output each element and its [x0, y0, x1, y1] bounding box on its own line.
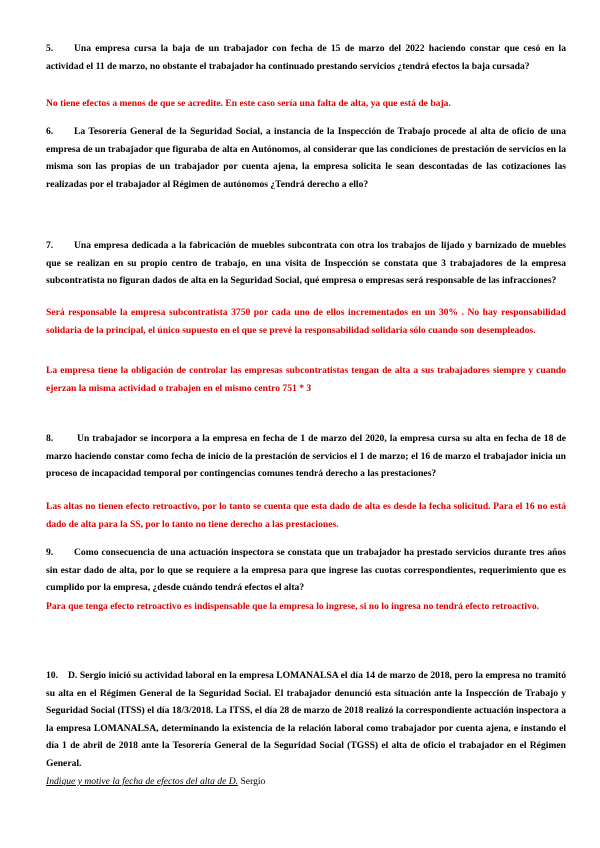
question-number: 6.	[46, 126, 54, 137]
question-text: Una empresa dedicada a la fabricación de muebles subcontrata con otra los trabajos de lijado y barnizado de muebles que se realizan en su propio centro de trabajo, en una visita de Inspección se constata que 3 trabajadores de la empresa subcontratista no figuran dados de alta en la Seguridad Social, qué empresa o empresas será responsable de las infracciones?	[46, 240, 566, 287]
question-number: 5.	[46, 43, 54, 54]
question-text: D. Sergio inició su actividad laboral en la empresa LOMANALSA el día 14 de marzo de 2018, pero la empresa no tramitó su alta en el Régimen General de la Seguridad Social. El trabajador denunció esta situación ante la Inspección de Trabajo y Seguridad Social (ITSS) el día 18/3/2018. La ITSS, el día 28 de marzo de 2018 realizó la correspondiente actuación inspectora a la empresa LOMANALSA, determinando la existencia de la relación laboral como trabajador por cuenta ajena, e instando el día 1 de abril de 2018 ante la Tesorería General de la Seguridad Social (TGSS) el alta de oficio el trabajador en el Régimen General.	[46, 670, 566, 769]
answer-9: Para que tenga efecto retroactivo es indispensable que la empresa lo ingrese, si no lo ingresa no tendrá efecto retroactivo.	[46, 601, 540, 612]
question-text: Un trabajador se incorpora a la empresa en fecha de 1 de marzo del 2020, la empresa cursa su alta en fecha de 18 de marzo haciendo constar como fecha de inicio de la prestación de servicios el 1 de marzo; el 16 de marzo el trabajador inicia un proceso de incapacidad temporal por contingencias comunes tendrá derecho a las prestaciones?	[46, 433, 566, 480]
answer-8: Las altas no tienen efecto retroactivo, por lo tanto se cuenta que esta dado de alta es desde la fecha solicitud. Para el 16 no está dado de alta para la SS, por lo tanto no tiene derecho a las prestaciones.	[46, 501, 566, 530]
question-instruction: Indique y motive la fecha de efectos del alta de D.	[46, 775, 239, 787]
answer-5: No tiene efectos a menos de que se acredite. En este caso sería una falta de alta, ya que está de baja.	[46, 98, 451, 109]
question-number: 8.	[46, 433, 54, 444]
question-instruction-tail: Sergio	[238, 775, 266, 787]
question-9	[46, 544, 566, 597]
question-5	[46, 40, 566, 75]
question-text: Una empresa cursa la baja de un trabajador con fecha de 15 de marzo del 2022 haciendo constar que cesó en la actividad el 11 de marzo, no obstante el trabajador ha continuado prestando servicios ¿tendrá efectos la baja cursada?	[46, 43, 566, 72]
question-text: La Tesorería General de la Seguridad Social, a instancia de la Inspección de Trabajo procede al alta de oficio de una empresa de un trabajador que figuraba de alta en Autónomos, al considerar que las condiciones de prestación de servicios en la misma son las propias de un trabajador por cuenta ajena, la empresa solicita le sean descontadas de las cotizaciones las realizadas por el trabajador al Régimen de autónomos ¿Tendrá derecho a ello?	[46, 126, 566, 190]
question-6	[46, 123, 566, 193]
question-number: 10.	[46, 670, 58, 681]
question-text: Como consecuencia de una actuación inspectora se constata que un trabajador ha prestado servicios durante tres años sin estar dado de alta, por lo que se requiere a la empresa para que ingrese las cuotas correspondientes, requerimiento que es cumplido por la empresa, ¿desde cuándo tendrá efectos el alta?	[46, 547, 566, 594]
answer-7b: La empresa tiene la obligación de controlar las empresas subcontratistas tengan de alta a sus trabajadores siempre y cuando ejerzan la misma actividad o trabajen en el mismo centro 751 * 3	[46, 365, 566, 394]
question-10	[46, 667, 566, 790]
question-8	[46, 430, 566, 483]
answer-7a: Será responsable la empresa subcontratista 3750 por cada uno de ellos incrementados en un 30% . No hay responsabilidad solidaria de la principal, el único supuesto en el que se prevé la responsabilidad solidaria sólo cuando son desempleados.	[46, 307, 566, 336]
question-number: 9.	[46, 547, 54, 558]
question-number: 7.	[46, 240, 54, 251]
question-7	[46, 237, 566, 290]
